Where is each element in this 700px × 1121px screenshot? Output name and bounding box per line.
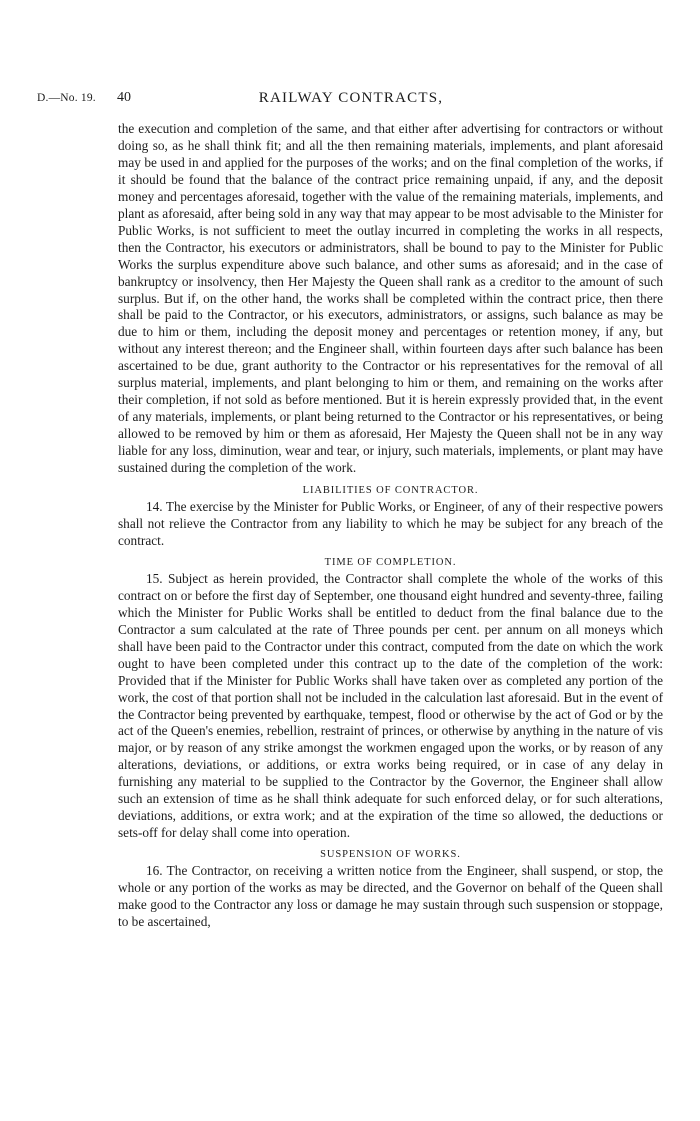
page-body: [118, 121, 663, 931]
document-reference: D.—No. 19.: [37, 92, 96, 104]
section-heading-liabilities: LIABILITIES OF CONTRACTOR.: [302, 485, 479, 497]
running-title: RAILWAY CONTRACTS,: [258, 90, 444, 106]
page-header: [37, 90, 665, 110]
clause-14-paragraph: 14. The exercise by the Minister for Public Works, or Engineer, of any of their respective powers shall not relieve the Contractor from any liability to which he may be subject for any breach of the contract.: [118, 499, 663, 548]
continuation-paragraph: the execution and completion of the same, and that either after advertising for contractors or without doing so, as he shall think fit; and all the then remaining materials, implements, and plant aforesaid may be used in and applied for the purposes of the works; and on the final completion of the works, if it should be found that the balance of the contract price remaining unpaid, if any, and the deposit money and percentages aforesaid, together with the value of the remaining materials, implements, and plant as aforesaid, after being sold in any way that may appear to be most advisable to the Minister for Public Works, is not sufficient to meet the outlay incurred in completing the works in all respects, then the Contractor, his executors or administrators, shall be bound to pay to the Minister for Public Works the surplus expenditure above such balance, and other sums as aforesaid; and in the case of bankruptcy or insolvency, then Her Majesty the Queen shall rank as a creditor to the amount of such surplus. But if, on the other hand, the works shall be completed within the contract price, then there shall be paid to the Contractor, or his executors, administrators, or assigns, such balance as may be due to him or them, including the deposit money and percentages or retention money, if any, but without any interest thereon; and the Engineer shall, within fourteen days after such balance has been ascertained to be due, grant authority to the Contractor or his representatives for the removal of all surplus material, implements, and plant belonging to him or them, and remaining on the works after their completion, if not sold as before mentioned. But it is herein expressly provided that, in the event of any materials, implements, or plant being returned to the Contractor or his representatives, or being allowed to be removed by him or them as aforesaid, Her Majesty the Queen shall not be in any way liable for any loss, diminution, wear and tear, or injury, such materials, implements, or plant may have sustained during the completion of the work.: [118, 121, 664, 476]
clause-16-paragraph: 16. The Contractor, on receiving a written notice from the Engineer, shall suspend, or stop, the whole or any portion of the works as may be directed, and the Governor on behalf of the Queen shall make good to the Contractor any loss or damage he may sustain through such suspension or stoppage, to be ascertained,: [118, 863, 663, 929]
section-heading-time-of-completion: TIME OF COMPLETION.: [324, 556, 457, 568]
section-heading-suspension: SUSPENSION OF WORKS.: [320, 849, 461, 861]
page-number: 40: [117, 90, 131, 105]
clause-15-paragraph: 15. Subject as herein provided, the Contractor shall complete the whole of the works of this contract on or before the first day of September, one thousand eight hundred and seventy-three, failing which the Minister for Public Works shall be entitled to deduct from the final balance due to the Contractor a sum calculated at the rate of Three pounds per cent. per annum on all moneys which shall have been paid to the Contractor under this contract, computed from the date on which the work ought to have been completed under this contract up to the date of the completion of the work: Provided that if the Minister for Public Works shall have taken over as completed any portion of the work, the cost of that portion shall not be included in the calculation last aforesaid. But in the event of the Contractor being prevented by earthquake, tempest, flood or otherwise by the act of God or by the act of the Queen's enemies, rebellion, restraint of princes, or otherwise by anything in the nature of vis major, or by reason of any strike amongst the workmen engaged upon the works, or by reason of any alterations, deviations, or additions, or extra works being required, or in case of any delay in furnishing any material to be supplied to the Contractor by the Governor, the Engineer shall allow such an extension of time as he shall think adequate for such enforced delay, or for such alterations, deviations, additions, or extra work; and at the expiration of the time so allowed, the deductions or sets-off for delay shall come into operation.: [118, 570, 663, 841]
